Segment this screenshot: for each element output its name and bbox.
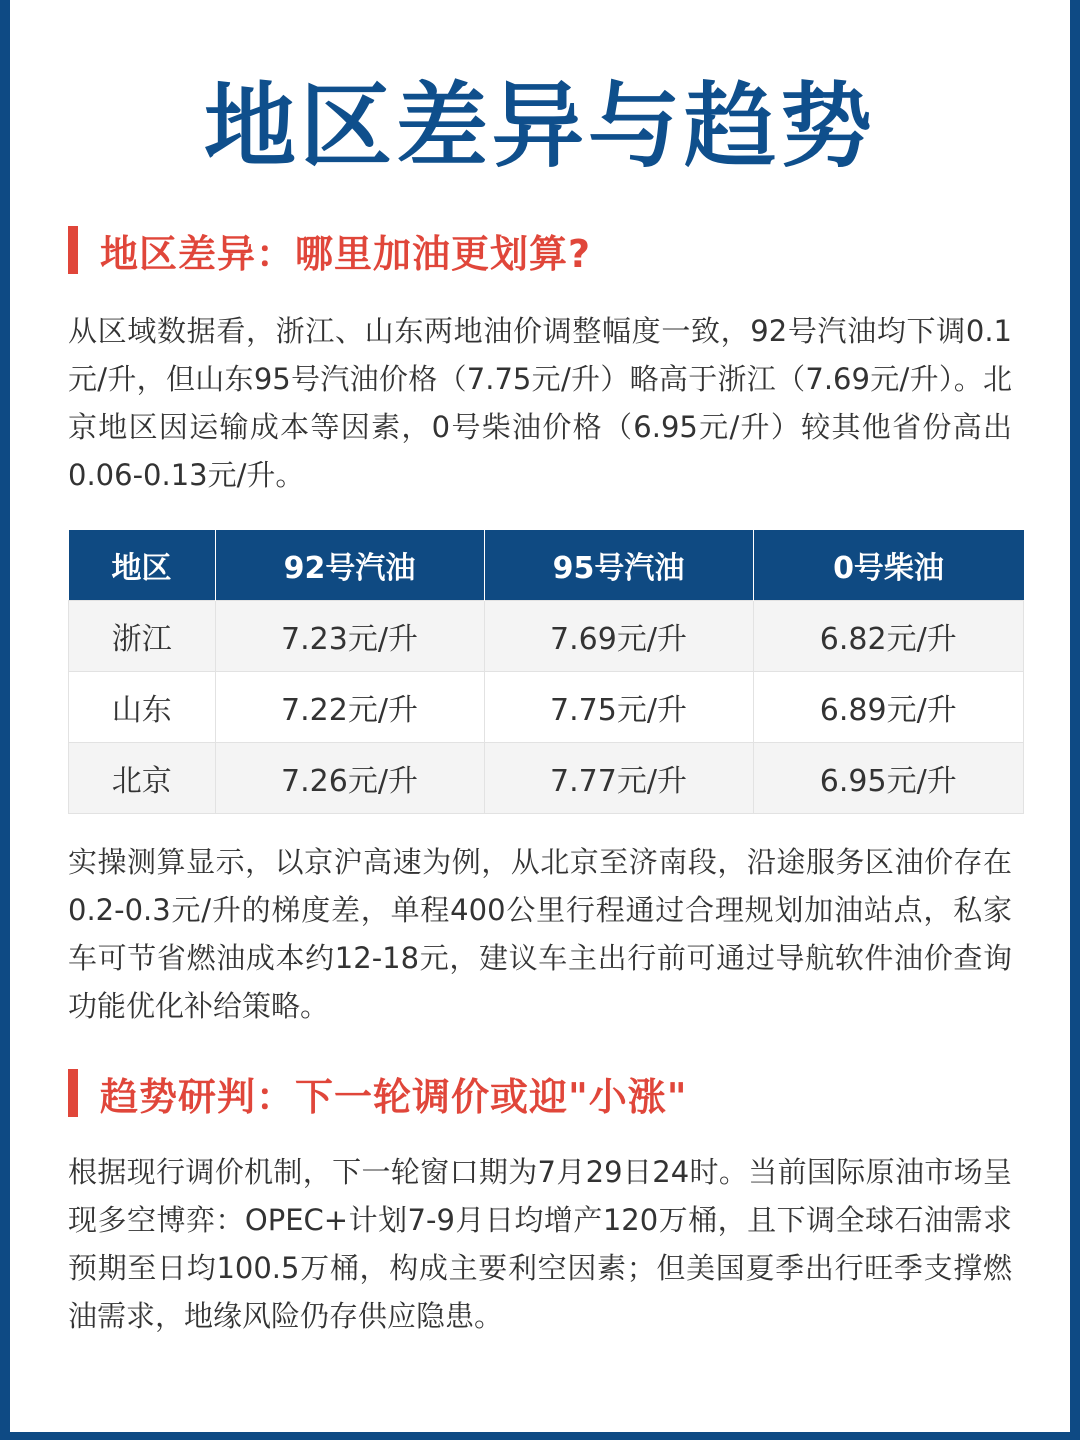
cell-0: 6.89元/升 xyxy=(753,672,1024,743)
page-title: 地区差异与趋势 xyxy=(203,73,876,180)
cell-region: 北京 xyxy=(69,743,216,814)
table-row xyxy=(69,672,1024,743)
cell-95: 7.69元/升 xyxy=(484,601,753,672)
calculation-paragraph: 实操测算显示，以京沪高速为例，从北京至济南段，沿途服务区油价存在0.2-0.3元/升的梯度差，单程400公里行程通过合理规划加油站点，私家车可节省燃油成本约12-18元，建议车主出行前可通过导航软件油价查询功能优化补给策略。 xyxy=(68,845,1012,1023)
section-heading-text: 地区差异：哪里加油更划算? xyxy=(100,231,592,276)
header-95-gasoline: 95号汽油 xyxy=(484,530,753,601)
section-accent-bar xyxy=(68,1069,78,1117)
section-heading-text: 趋势研判：下一轮调价或迎"小涨" xyxy=(100,1074,688,1119)
section-accent-bar xyxy=(68,226,78,274)
cell-92: 7.23元/升 xyxy=(215,601,484,672)
cell-95: 7.77元/升 xyxy=(484,743,753,814)
header-0-diesel: 0号柴油 xyxy=(753,530,1024,601)
section-heading-regional xyxy=(68,225,591,275)
cell-92: 7.22元/升 xyxy=(215,672,484,743)
trend-paragraph: 根据现行调价机制，下一轮窗口期为7月29日24时。当前国际原油市场呈现多空博弈：OPEC+计划7-9月日均增产120万桶，且下调全球石油需求预期至日均100.5万桶，构成主要利空因素；但美国夏季出行旺季支撑燃油需求，地缘风险仍存供应隐患。 xyxy=(68,1155,1012,1333)
price-table xyxy=(68,530,1024,814)
cell-95: 7.75元/升 xyxy=(484,672,753,743)
table-header-row xyxy=(69,530,1024,601)
header-92-gasoline: 92号汽油 xyxy=(215,530,484,601)
header-region: 地区 xyxy=(69,530,216,601)
regional-paragraph: 从区域数据看，浙江、山东两地油价调整幅度一致，92号汽油均下调0.1元/升，但山东95号汽油价格（7.75元/升）略高于浙江（7.69元/升）。北京地区因运输成本等因素，0号柴油价格（6.95元/升）较其他省份高出0.06-0.13元/升。 xyxy=(68,314,1012,492)
table-row xyxy=(69,601,1024,672)
cell-region: 山东 xyxy=(69,672,216,743)
cell-0: 6.95元/升 xyxy=(753,743,1024,814)
cell-0: 6.82元/升 xyxy=(753,601,1024,672)
table-row xyxy=(69,743,1024,814)
cell-region: 浙江 xyxy=(69,601,216,672)
page xyxy=(10,0,1070,1432)
cell-92: 7.26元/升 xyxy=(215,743,484,814)
section-heading-trend xyxy=(68,1068,688,1118)
